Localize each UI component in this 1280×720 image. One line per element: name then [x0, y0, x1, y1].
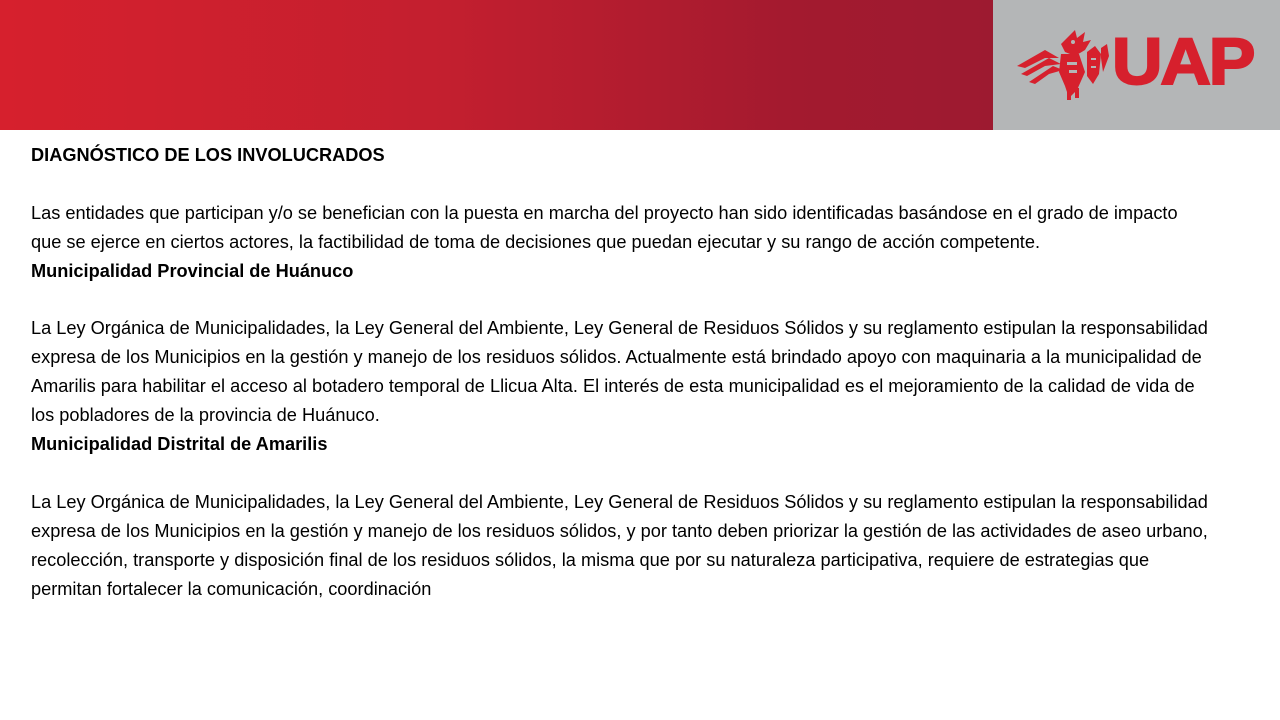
- spacer: [31, 286, 1211, 315]
- intro-paragraph: Las entidades que participan y/o se benefician con la puesta en marcha del proyecto han sido identificadas basándose en el grado de impacto que se ejerce en ciertos actores, la factibilidad de toma de decisiones que puedan ejecutar y su rango de acción competente.: [31, 202, 1178, 252]
- section-heading-provincial: Municipalidad Provincial de Huánuco: [31, 260, 354, 281]
- section-heading-distrital: Municipalidad Distrital de Amarilis: [31, 434, 328, 455]
- section-body-distrital: La Ley Orgánica de Municipalidades, la Ley General del Ambiente, Ley General de Residuos Sólidos y su reglamento estipulan la responsabilidad expresa de los Municipios en la gestión y manejo de los residuos sólidos, y por tanto deben priorizar la gestión de las actividades de aseo urbano, recolección, transporte y disposición final de los residuos sólidos, la misma que por su naturaleza participativa, requiere de estrategias que permitan fortalecer la comunicación, coordinación: [31, 491, 1208, 599]
- slide-content: [31, 141, 1211, 603]
- bird-emblem-icon: [1015, 28, 1115, 100]
- slide-title: DIAGNÓSTICO DE LOS INVOLUCRADOS: [31, 145, 385, 165]
- spacer: [31, 170, 1211, 199]
- header-band: [0, 0, 993, 130]
- uap-logo-text: UAP: [1112, 24, 1254, 98]
- spacer: [31, 459, 1211, 488]
- section-body-provincial: La Ley Orgánica de Municipalidades, la Ley General del Ambiente, Ley General de Residuos Sólidos y su reglamento estipulan la responsabilidad expresa de los Municipios en la gestión y manejo de los residuos sólidos. Actualmente está brindado apoyo con maquinaria a la municipalidad de Amarilis para habilitar el acceso al botadero temporal de Llicua Alta. El interés de esta municipalidad es el mejoramiento de la calidad de vida de los pobladores de la provincia de Huánuco.: [31, 318, 1208, 426]
- logo-panel: [993, 0, 1280, 130]
